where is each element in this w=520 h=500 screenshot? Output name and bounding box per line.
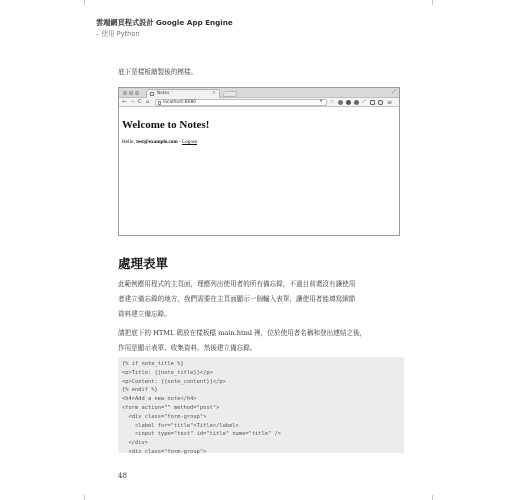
- extension-icon[interactable]: [346, 100, 351, 105]
- dropdown-arrow-icon[interactable]: ▾: [320, 99, 323, 104]
- code-line: <div class="form-group">: [122, 448, 207, 455]
- paragraph-line: 請把底下的 HTML 碼放在樣板檔 main.html 裡，位於使用者名稱和登出連結之後，: [118, 329, 367, 337]
- tab-close-icon[interactable]: ×: [211, 90, 216, 96]
- intro-text: 底下是樣板繪製後的模樣。: [118, 68, 198, 76]
- window-minimize-icon[interactable]: [129, 91, 133, 95]
- paragraph-line: 此範例應用程式的主頁面，理應列出使用者的所有備忘錄，不過目前還沒有讓使用: [118, 280, 356, 288]
- code-line: <p>Title: {{note_title}}</p>: [122, 369, 213, 376]
- back-icon[interactable]: ←: [122, 98, 127, 105]
- tool-icon[interactable]: ⟋: [362, 98, 366, 105]
- section-heading: 處理表單: [118, 256, 169, 271]
- separator: -: [177, 139, 183, 145]
- code-line: <h4>Add a new note</h4>: [122, 396, 197, 403]
- code-line: <label for="title">Title</label>: [122, 422, 239, 429]
- url-text: localhost:8080: [163, 99, 197, 105]
- code-line: {% endif %}: [122, 387, 158, 394]
- code-block: [118, 357, 404, 453]
- page-heading: Welcome to Notes!: [122, 119, 210, 131]
- code-line: <form action="" method="post">: [122, 404, 220, 411]
- reload-icon[interactable]: C: [138, 98, 142, 105]
- code-line: <p>Content: {{note_content}}</p>: [122, 378, 226, 385]
- menu-icon[interactable]: ≡: [387, 98, 393, 106]
- paragraph-line: 者建立備忘錄的地方，我們需要在主頁面顯示一個輸入表單，讓使用者能填寫細節: [118, 295, 356, 303]
- mail-icon[interactable]: [378, 100, 383, 105]
- crop-mark: [432, 0, 433, 5]
- code-line: <input type="text" id="title" name="title" />: [122, 431, 282, 438]
- user-email: test@example.com: [136, 139, 178, 145]
- paragraph-line: 資料建立備忘錄。: [118, 310, 171, 318]
- paragraph-line: 作用是顯示表單、收集資料、然後建立備忘錄。: [118, 344, 257, 352]
- browser-tab[interactable]: [146, 89, 220, 98]
- book-subtitle: – 使用 Python: [96, 30, 140, 38]
- crop-mark: [84, 0, 85, 5]
- logout-link[interactable]: Logout: [182, 139, 198, 145]
- document-icon: [158, 101, 161, 105]
- browser-toolbar: [119, 98, 399, 107]
- bookmark-star-icon[interactable]: ☆: [330, 98, 335, 105]
- fullscreen-icon[interactable]: ⤢: [391, 89, 396, 95]
- new-tab-button[interactable]: [222, 91, 238, 97]
- code-line: {% if note_title %}: [122, 361, 184, 367]
- browser-viewport: [119, 107, 399, 236]
- browser-tab-bar: [119, 88, 399, 98]
- page-icon: [150, 92, 154, 96]
- shield-icon[interactable]: [370, 100, 375, 105]
- extension-icon[interactable]: [338, 100, 343, 105]
- forward-icon[interactable]: →: [130, 98, 135, 105]
- crop-mark: [84, 495, 85, 500]
- extension-icon[interactable]: [354, 100, 359, 105]
- tab-label: Notes: [157, 90, 170, 96]
- hello-prefix: Hello,: [122, 139, 137, 145]
- code-line: </div>: [122, 440, 148, 447]
- window-zoom-icon[interactable]: [135, 91, 139, 95]
- code-line: <div class="form-group">: [122, 413, 207, 420]
- window-close-icon[interactable]: [123, 91, 127, 95]
- address-bar[interactable]: [155, 99, 327, 106]
- page-number: 48: [118, 472, 127, 480]
- home-icon[interactable]: ⌂: [146, 98, 150, 105]
- browser-screenshot: [118, 87, 400, 236]
- user-greeting: [122, 139, 197, 145]
- book-title: 雲端網頁程式設計 Google App Engine: [96, 18, 233, 27]
- crop-mark: [432, 495, 433, 500]
